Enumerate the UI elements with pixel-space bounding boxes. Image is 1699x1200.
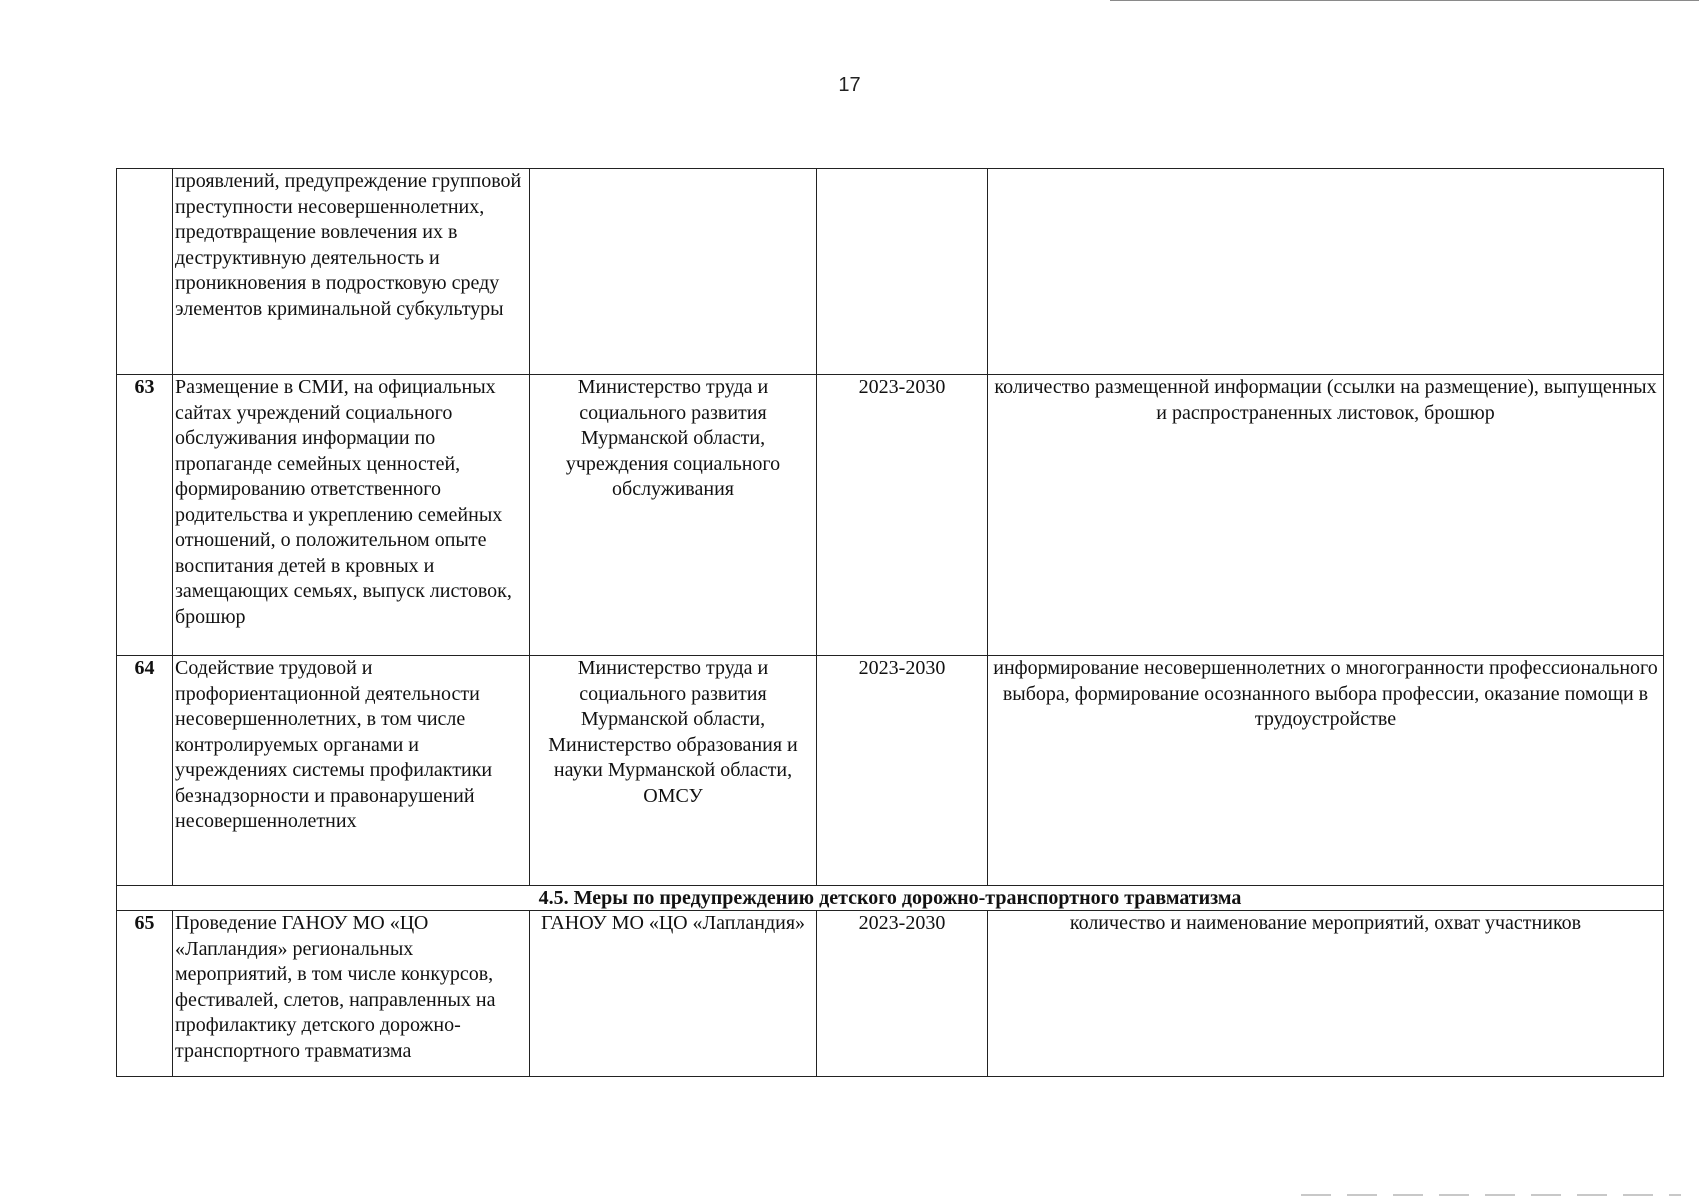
activity-cell: Проведение ГАНОУ МО «ЦО «Лапландия» региональных мероприятий, в том числе конкурсов, фестивалей, слетов, направленных на профилактику детского дорожно-транспортного травматизма	[173, 911, 530, 1077]
executor-line: ГАНОУ МО «ЦО «Лапландия»	[540, 912, 806, 934]
executor-cell	[530, 375, 817, 656]
scan-top-rule	[1110, 0, 1699, 1]
table-row	[117, 375, 1664, 656]
indicator-cell	[988, 169, 1664, 375]
executor-line: учреждения социального обслуживания	[565, 452, 781, 500]
term-cell: 2023-2030	[817, 656, 988, 886]
activity-cell: проявлений, предупреждение групповой преступности несовершеннолетних, предотвращение вовлечения их в деструктивную деятельность и проникновения в подростковую среду элементов криминальной субкультуры	[173, 169, 530, 375]
row-number: 64	[117, 656, 173, 886]
page-number: 17	[838, 74, 861, 96]
executor-line: Министерство труда и социального развития Мурманской области,	[577, 376, 769, 449]
row-number	[117, 169, 173, 375]
row-number: 63	[117, 375, 173, 656]
executor-cell	[530, 911, 817, 1077]
executor-line: Министерство образования и науки Мурманской области,	[548, 733, 798, 781]
term-cell: 2023-2030	[817, 911, 988, 1077]
executor-cell	[530, 169, 817, 375]
section-heading: 4.5. Меры по предупреждению детского дорожно-транспортного травматизма	[117, 886, 1664, 911]
activity-cell: Содействие трудовой и профориентационной деятельности несовершеннолетних, в том числе контролируемых органами и учреждениях системы профилактики безнадзорности и правонарушений несовершеннолетних	[173, 656, 530, 886]
row-number: 65	[117, 911, 173, 1077]
indicator-cell: количество и наименование мероприятий, охват участников	[988, 911, 1664, 1077]
executor-line: ОМСУ	[643, 784, 703, 807]
indicator-cell: информирование несовершеннолетних о многогранности профессионального выбора, формирование осознанного выбора профессии, оказание помощи в трудоустройстве	[988, 656, 1664, 886]
table-row	[117, 656, 1664, 886]
term-cell: 2023-2030	[817, 375, 988, 656]
table-row	[117, 911, 1664, 1077]
indicator-cell: количество размещенной информации (ссылки на размещение), выпущенных и распространенных листовок, брошюр	[988, 375, 1664, 656]
executor-line: Министерство труда и социального развития Мурманской области,	[577, 657, 769, 730]
table-row	[117, 169, 1664, 375]
executor-cell	[530, 656, 817, 886]
scan-footer-marks	[1301, 1194, 1681, 1196]
activity-cell: Размещение в СМИ, на официальных сайтах учреждений социального обслуживания информации по пропаганде семейных ценностей, формированию ответственного родительства и укреплению семейных отношений, о положительном опыте воспитания детей в кровных и замещающих семьях, выпуск листовок, брошюр	[173, 375, 530, 656]
term-cell	[817, 169, 988, 375]
section-row	[117, 886, 1664, 911]
measures-table	[116, 168, 1664, 1077]
